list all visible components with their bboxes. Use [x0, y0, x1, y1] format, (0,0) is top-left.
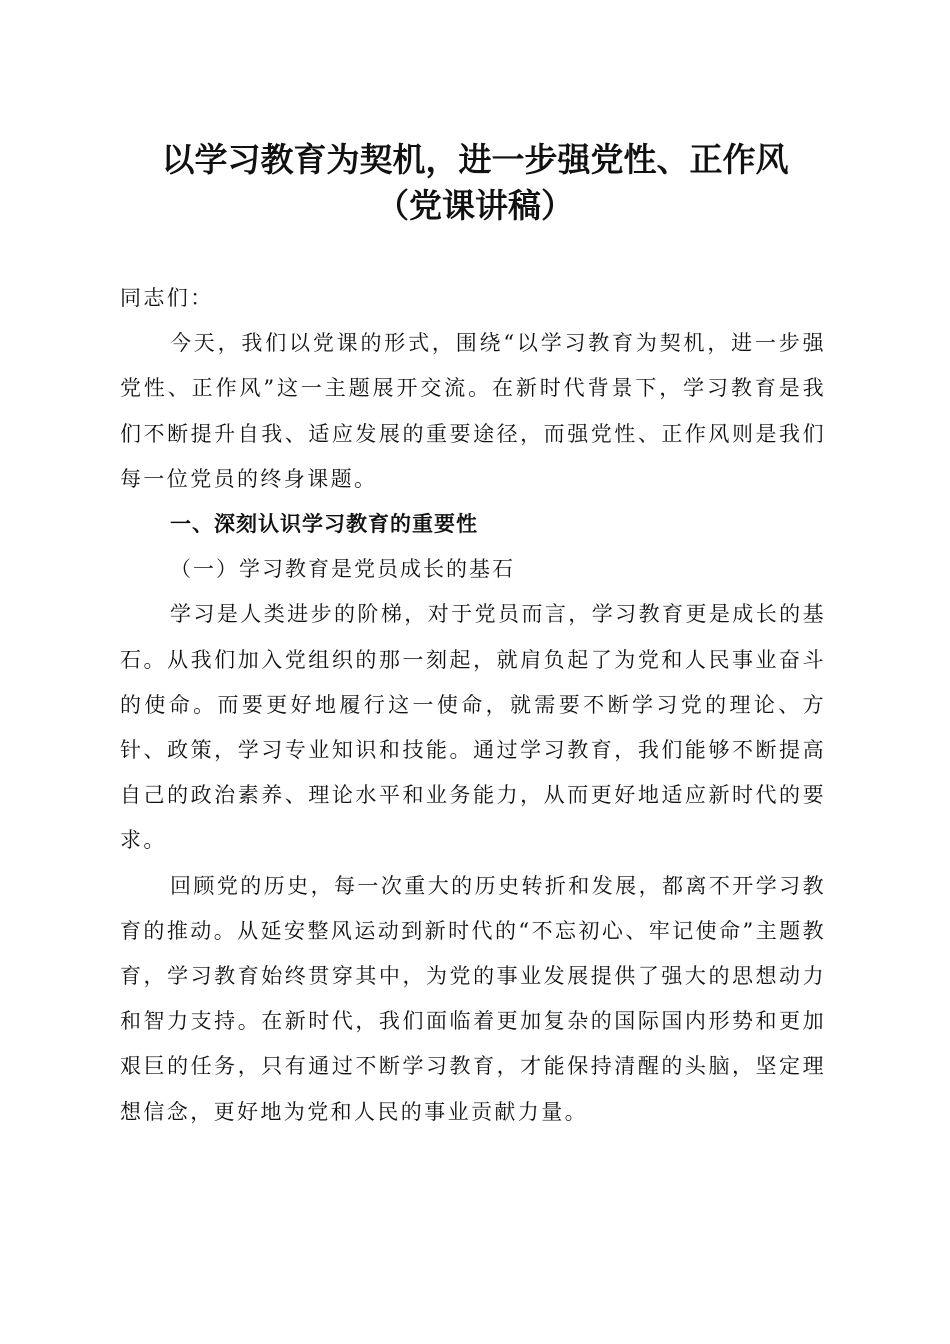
section-heading: 一、深刻认识学习教育的重要性	[170, 512, 478, 537]
body-paragraph-1: 学习是人类进步的阶梯，对于党员而言，学习教育更是成长的基石。从我们加入党组织的那一刻起，就肩负起了为党和人民事业奋斗的使命。而要更好地履行这一使命，就需要不断学习党的理论、方针、政策，学习专业知识和技能。通过学习教育，我们能够不断提高自己的政治素养、理论水平和业务能力，从而更好地适应新时代的要求。	[120, 602, 826, 853]
document-subtitle: （党课讲稿）	[376, 186, 574, 225]
document-body	[120, 276, 826, 1135]
intro-paragraph: 今天，我们以党课的形式，围绕“以学习教育为契机，进一步强党性、正作风”这一主题展开交流。在新时代背景下，学习教育是我们不断提升自我、适应发展的重要途径，而强党性、正作风则是我们每一位党员的终身课题。	[120, 331, 826, 491]
document-title: 以学习教育为契机，进一步强党性、正作风	[161, 140, 789, 179]
salutation: 同志们：	[120, 286, 214, 310]
body-paragraph-2: 回顾党的历史，每一次重大的历史转折和发展，都离不开学习教育的推动。从延安整风运动到新时代的“不忘初心、牢记使命”主题教育，学习教育始终贯穿其中，为党的事业发展提供了强大的思想动力和智力支持。在新时代，我们面临着更加复杂的国际国内形势和更加艰巨的任务，只有通过不断学习教育，才能保持清醒的头脑，坚定理想信念，更好地为党和人民的事业贡献力量。	[120, 873, 826, 1124]
subsection-heading: （一）学习教育是党员成长的基石	[170, 557, 515, 582]
